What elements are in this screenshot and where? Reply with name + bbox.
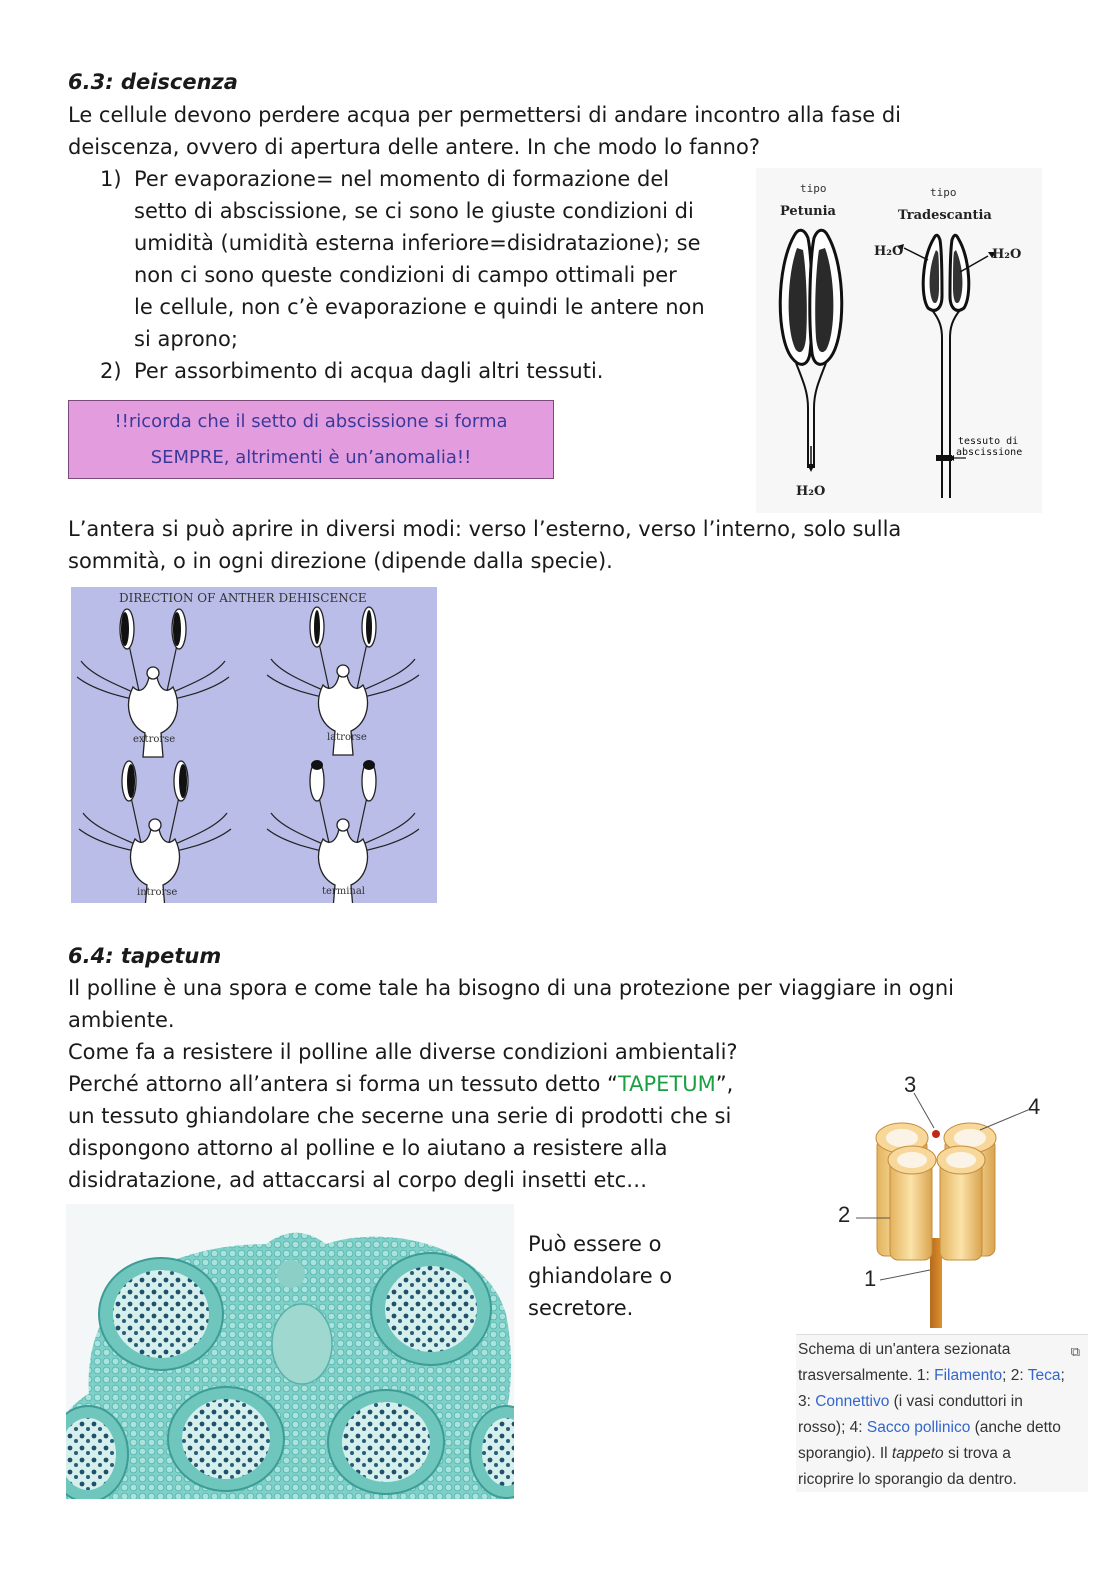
list-item-assorbimento — [100, 355, 750, 387]
text-line: Il polline è una spora e come tale ha bisogno di una protezione per viaggiare in ogni — [68, 976, 954, 1000]
anther-micrograph — [66, 1204, 514, 1499]
label-introrse: introrse — [137, 887, 178, 898]
intro-text — [68, 99, 968, 163]
dehiscence-figure-title: DIRECTION OF ANTHER DEHISCENCE — [119, 591, 367, 605]
label-terminal: terminal — [322, 886, 365, 897]
caption-line: trasversalmente. 1: Filamento; 2: Teca; — [798, 1367, 1065, 1384]
schematic-number-3: 3 — [904, 1072, 917, 1097]
caption-line: Schema di un'antera sezionata — [798, 1341, 1011, 1358]
note-line-2: SEMPRE, altrimenti è un’anomalia!! — [150, 447, 472, 468]
caption-line: rosso); 4: Sacco pollinico (anche detto — [798, 1419, 1061, 1436]
list-line: Per assorbimento di acqua dagli altri tessuti. — [134, 359, 604, 383]
schematic-number-2: 2 — [838, 1202, 851, 1227]
link-filamento[interactable]: Filamento — [934, 1367, 1003, 1384]
section-heading-tapetum: 6.4: tapetum — [68, 944, 222, 968]
tipo-left-label: tipo — [800, 182, 827, 195]
list-number: 1) — [100, 167, 122, 191]
list-line: non ci sono queste condizioni di campo ottimali per — [134, 263, 677, 287]
list-number: 2) — [100, 359, 122, 383]
micrograph-side-text — [528, 1228, 672, 1324]
intro-line-2: deiscenza, ovvero di apertura delle antere. In che modo lo fanno? — [68, 135, 760, 159]
list-line: si aprono; — [134, 327, 238, 351]
list-line: le cellule, non c’è evaporazione e quindi le antere non — [134, 295, 705, 319]
text-line: Perché attorno all’antera si forma un tessuto detto “TAPETUM”, — [68, 1072, 734, 1096]
label-extrorse: extrorse — [133, 734, 176, 745]
text-line: secretore. — [528, 1296, 634, 1320]
text-line: dispongono attorno al polline e lo aiutano a resistere alla — [68, 1136, 668, 1160]
text-line: ghiandolare o — [528, 1264, 673, 1288]
caption-line: ricoprire lo sporangio da dentro. — [798, 1471, 1017, 1488]
note-line-1: !!ricorda che il setto di abscissione si forma — [114, 411, 508, 432]
intro-line-1: Le cellule devono perdere acqua per permettersi di andare incontro alla fase di — [68, 103, 902, 127]
enlarge-icon[interactable]: ⧉ — [1070, 1344, 1080, 1359]
tessuto-label-2: abscissione — [956, 447, 1023, 458]
text-line: disidratazione, ad attaccarsi al corpo degli insetti etc… — [68, 1168, 648, 1192]
tipo-right-label: tipo — [930, 186, 957, 199]
tessuto-label-1: tessuto di — [958, 436, 1019, 447]
petunia-tradescantia-figure — [756, 168, 1042, 513]
anther-schematic — [830, 1068, 1050, 1330]
link-teca[interactable]: Teca — [1027, 1367, 1061, 1384]
text-line: Come fa a resistere il polline alle diverse condizioni ambientali? — [68, 1040, 738, 1064]
list-line: Per evaporazione= nel momento di formazione del — [134, 167, 670, 191]
h2o-left-label: H₂O — [874, 244, 904, 259]
list-item-evaporazione — [100, 163, 750, 355]
text-line: Può essere o — [528, 1232, 662, 1256]
caption-line: sporangio). Il tappeto si trova a — [798, 1445, 1011, 1462]
petunia-label: Petunia — [780, 204, 836, 219]
h2o-right-label: H₂O — [992, 247, 1022, 262]
link-connettivo[interactable]: Connettivo — [815, 1393, 890, 1410]
tapetum-term: TAPETUM — [617, 1072, 716, 1096]
list-line: umidità (umidità esterna inferiore=disidratazione); se — [134, 231, 701, 255]
link-sacco-pollinico[interactable]: Sacco pollinico — [866, 1419, 971, 1436]
dehiscence-direction-figure — [71, 587, 437, 903]
text-line: ambiente. — [68, 1008, 175, 1032]
tradescantia-label: Tradescantia — [898, 208, 992, 223]
text-line: un tessuto ghiandolare che secerne una serie di prodotti che si — [68, 1104, 732, 1128]
list-line: setto di abscissione, se ci sono le giuste condizioni di — [134, 199, 694, 223]
schematic-number-1: 1 — [864, 1266, 877, 1291]
dehiscence-text — [68, 513, 1028, 577]
reminder-note-box — [68, 400, 554, 479]
anther-caption — [796, 1334, 1088, 1492]
schematic-number-4: 4 — [1028, 1094, 1041, 1119]
label-latrorse: latrorse — [327, 732, 367, 743]
dehiscence-line-2: sommità, o in ogni direzione (dipende dalla specie). — [68, 549, 613, 573]
caption-line: 3: Connettivo (i vasi conduttori in — [798, 1393, 1023, 1410]
section-heading-deiscenza: 6.3: deiscenza — [68, 70, 238, 94]
h2o-bottom-label: H₂O — [796, 484, 826, 499]
dehiscence-line-1: L’antera si può aprire in diversi modi: verso l’esterno, verso l’interno, solo sulla — [68, 517, 902, 541]
